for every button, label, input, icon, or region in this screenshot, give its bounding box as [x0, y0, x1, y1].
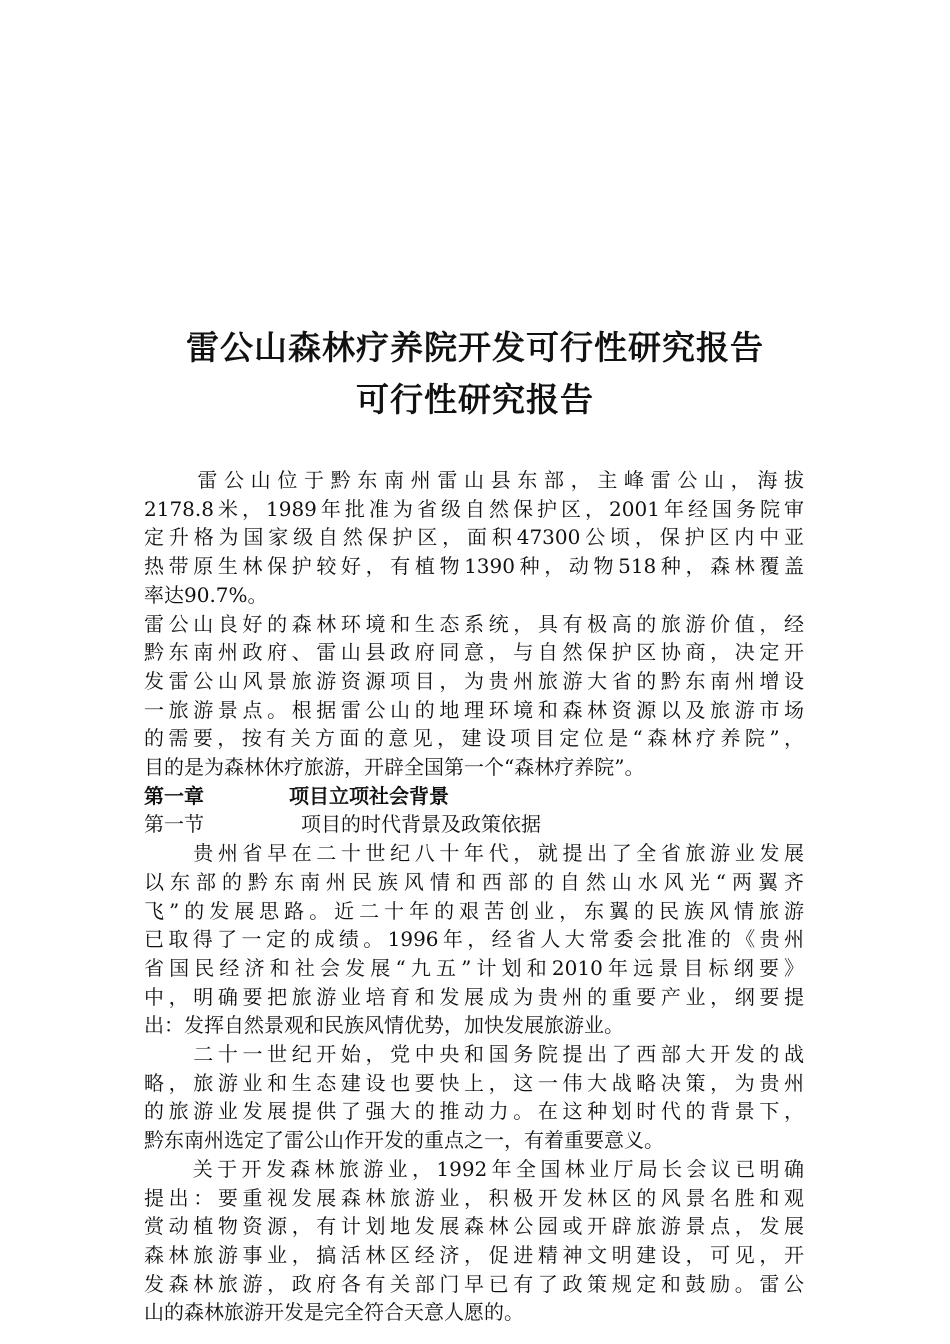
text-line: 雷公山位于黔东南州雷山县东部，主峰雷公山，海拔 — [144, 468, 804, 492]
text-line: 提出：要重视发展森林旅游业，积极开发林区的风景名胜和观 — [144, 1185, 804, 1210]
text-line: 一旅游景点。根据雷公山的地理环境和森林资源以及旅游市场 — [144, 697, 804, 722]
intro-paragraph-2 — [144, 610, 804, 782]
text-line: 赏动植物资源，有计划地发展森林公园或开辟旅游景点，发展 — [144, 1214, 804, 1239]
text-line: 率达90.7%。 — [144, 582, 268, 607]
document-body — [144, 466, 804, 1327]
section-heading — [144, 810, 804, 839]
text-line: 出：发挥自然景观和民族风情优势，加快发展旅游业。 — [144, 1013, 624, 1038]
intro-paragraph-1 — [144, 466, 804, 610]
text-line: 热带原生林保护较好，有植物1390种，动物518种，森林覆盖 — [144, 554, 804, 579]
text-line: 飞”的发展思路。近二十年的艰苦创业，东翼的民族风情旅游 — [144, 898, 804, 923]
text-line: 雷公山良好的森林环境和生态系统，具有极高的旅游价值，经 — [144, 611, 804, 636]
text-line: 的需要，按有关方面的意见，建设项目定位是“森林疗养院”， — [144, 726, 804, 751]
chapter-heading — [144, 782, 804, 811]
section-title: 项目的时代背景及政策依据 — [301, 812, 541, 837]
text-line: 发雷公山风景旅游资源项目，为贵州旅游大省的黔东南州增设 — [144, 668, 804, 693]
text-line: 中，明确要把旅游业培育和发展成为贵州的重要产业，纲要提 — [144, 984, 804, 1009]
text-line: 黔东南州选定了雷公山作开发的重点之一，有着重要意义。 — [144, 1128, 664, 1153]
text-line: 略，旅游业和生态建设也要快上，这一伟大战略决策，为贵州 — [144, 1070, 804, 1095]
text-line: 的旅游业发展提供了强大的推动力。在这种划时代的背景下， — [144, 1099, 804, 1124]
paragraph-4 — [144, 1040, 804, 1155]
title-line-2: 可行性研究报告 — [356, 380, 594, 419]
paragraph-3 — [144, 839, 804, 1040]
chapter-title: 项目立项社会背景 — [289, 783, 449, 808]
paragraph-5 — [144, 1155, 804, 1327]
text-line: 二十一世纪开始，党中央和国务院提出了西部大开发的战 — [144, 1042, 804, 1067]
text-line: 黔东南州政府、雷山县政府同意，与自然保护区协商，决定开 — [144, 640, 804, 665]
text-line: 省国民经济和社会发展“九五”计划和2010年远景目标纲要》 — [144, 955, 804, 980]
section-number: 第一节 — [144, 812, 204, 837]
text-line: 已取得了一定的成绩。1996年，经省人大常委会批准的《贵州 — [144, 927, 804, 952]
text-line: 关于开发森林旅游业，1992年全国林业厅局长会议已明确 — [144, 1156, 804, 1181]
title-line-1: 雷公山森林疗养院开发可行性研究报告 — [186, 328, 764, 367]
text-line: 贵州省早在二十世纪八十年代，就提出了全省旅游业发展 — [144, 841, 804, 866]
text-line: 2178.8米，1989年批准为省级自然保护区，2001年经国务院审 — [144, 496, 804, 521]
text-line: 山的森林旅游开发是完全符合天意人愿的。 — [144, 1300, 524, 1325]
chapter-number: 第一章 — [144, 783, 204, 808]
text-line: 目的是为森林休疗旅游，开辟全国第一个“森林疗养院”。 — [144, 755, 645, 780]
text-line: 森林旅游事业，搞活林区经济，促进精神文明建设，可见，开 — [144, 1242, 804, 1267]
document-title — [0, 322, 950, 426]
text-line: 发森林旅游，政府各有关部门早已有了政策规定和鼓励。雷公 — [144, 1271, 804, 1296]
text-line: 定升格为国家级自然保护区，面积47300公顷，保护区内中亚 — [144, 525, 804, 550]
text-line: 以东部的黔东南州民族风情和西部的自然山水风光“两翼齐 — [144, 869, 804, 894]
